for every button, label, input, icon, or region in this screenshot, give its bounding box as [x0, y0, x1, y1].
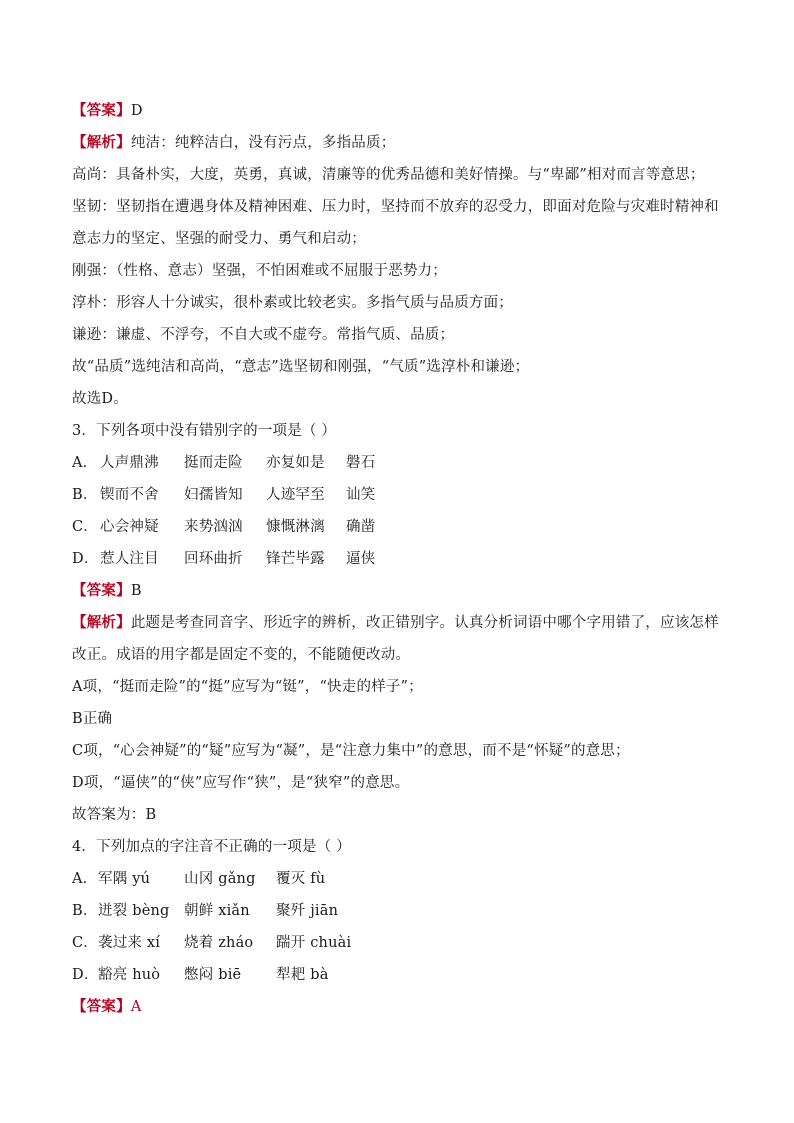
option-b: [72, 485, 724, 505]
option-label: A．: [72, 871, 98, 887]
text-line: 故答案为：B: [72, 807, 157, 823]
answer-value: A: [130, 999, 142, 1015]
answer-line: [72, 101, 724, 121]
option-label: C．: [72, 519, 98, 535]
text-line: 谦逊：谦虚、不浮夸，不自大或不虚夸。常指气质、品质；: [72, 327, 455, 343]
analysis-tag: 【解析】: [72, 614, 131, 631]
text-line: 故选D。: [72, 391, 128, 407]
option-word: 确凿: [346, 519, 376, 535]
option-word: 憋闷 biē: [184, 967, 242, 983]
option-word: 烧着 zháo: [184, 935, 254, 951]
option-word: 亦复如是: [266, 455, 325, 471]
answer-value: B: [130, 583, 142, 599]
option-d: [72, 965, 724, 985]
option-word: 袭过来 xí: [98, 935, 161, 951]
option-word: 踹开 chuài: [276, 935, 352, 951]
option-word: 回环曲折: [184, 551, 243, 567]
answer-value: D: [130, 103, 143, 119]
text-line: 意志力的坚定、坚强的耐受力、勇气和启动；: [72, 231, 366, 247]
text-line: 高尚：具备朴实，大度，英勇，真诚，清廉等的优秀品德和美好情操。与“卑鄙”相对而言等意思；: [72, 167, 705, 183]
option-word: 军隅 yú: [98, 871, 151, 887]
text-line: 刚强：（性格、意志）坚强，不怕困难或不屈服于恶势力；: [72, 263, 447, 279]
option-label: C．: [72, 935, 98, 951]
option-word: 山冈 gǎng: [184, 871, 256, 887]
text-line: B正确: [72, 711, 113, 727]
option-b: [72, 901, 724, 921]
option-a: [72, 453, 724, 473]
option-word: 豁亮 huò: [98, 967, 161, 983]
question-stem: 4．下列加点的字注音不正确的一项是（ ）: [72, 839, 351, 855]
text-line: D项，“逼侠”的“侠”应写作“狭”，是“狭窄”的意思。: [72, 775, 410, 791]
answer-tag: 【答案】: [72, 102, 131, 119]
question-stem: 3．下列各项中没有错别字的一项是（ ）: [72, 423, 337, 439]
option-word: 朝鲜 xiǎn: [184, 903, 250, 919]
option-word: 惹人注目: [100, 551, 159, 567]
option-c: [72, 517, 724, 537]
option-c: [72, 933, 724, 953]
option-word: 逼侠: [346, 551, 376, 567]
option-word: 妇孺皆知: [184, 487, 243, 503]
option-word: 人声鼎沸: [100, 455, 159, 471]
option-word: 磐石: [346, 455, 376, 471]
answer-tag: 【答案】: [72, 998, 131, 1015]
option-word: 心会神疑: [100, 519, 159, 535]
analysis-text: 此题是考查同音字、形近字的辨析，改正错别字。认真分析词语中哪个字用错了，应该怎样: [130, 615, 719, 631]
option-word: 锋芒毕露: [266, 551, 325, 567]
option-word: 来势汹汹: [184, 519, 243, 535]
option-label: D．: [72, 551, 99, 567]
text-line: C项，“心会神疑”的“疑”应写为“凝”，是“注意力集中”的意思，而不是“怀疑”的意思；: [72, 743, 630, 759]
option-label: B．: [72, 903, 98, 919]
option-label: B．: [72, 487, 98, 503]
option-word: 迸裂 bèng: [98, 903, 170, 919]
option-word: 聚歼 jiān: [276, 903, 339, 919]
answer-line: [72, 581, 724, 601]
option-d: [72, 549, 724, 569]
analysis-line: [72, 613, 724, 633]
option-word: 讪笑: [346, 487, 376, 503]
option-word: 锲而不舍: [100, 487, 159, 503]
option-word: 慷慨淋漓: [266, 519, 325, 535]
text-line: A项，“挺而走险”的“挺”应写为“铤”，“快走的样子”；: [72, 679, 423, 695]
answer-line: [72, 997, 724, 1017]
text-line: 故“品质”选纯洁和高尚，“意志”选坚韧和刚强，“气质”选淳朴和谦逊；: [72, 359, 530, 375]
option-word: 覆灭 fù: [276, 871, 326, 887]
text-line: 坚韧：坚韧指在遭遇身体及精神困难、压力时，坚持而不放弃的忍受力，即面对危险与灾难时精神和: [72, 199, 719, 215]
analysis-line: [72, 133, 724, 153]
option-label: D．: [72, 967, 99, 983]
analysis-tag: 【解析】: [72, 134, 131, 151]
option-word: 犁耙 bà: [276, 967, 329, 983]
option-word: 挺而走险: [184, 455, 243, 471]
option-word: 人迹罕至: [266, 487, 325, 503]
text-line: 改正。成语的用字都是固定不变的，不能随便改动。: [72, 647, 411, 663]
option-a: [72, 869, 724, 889]
text-line: 淳朴：形容人十分诚实，很朴素或比较老实。多指气质与品质方面；: [72, 295, 513, 311]
option-label: A．: [72, 455, 98, 471]
analysis-text: 纯洁：纯粹洁白，没有污点，多指品质；: [130, 135, 396, 151]
answer-tag: 【答案】: [72, 582, 131, 599]
